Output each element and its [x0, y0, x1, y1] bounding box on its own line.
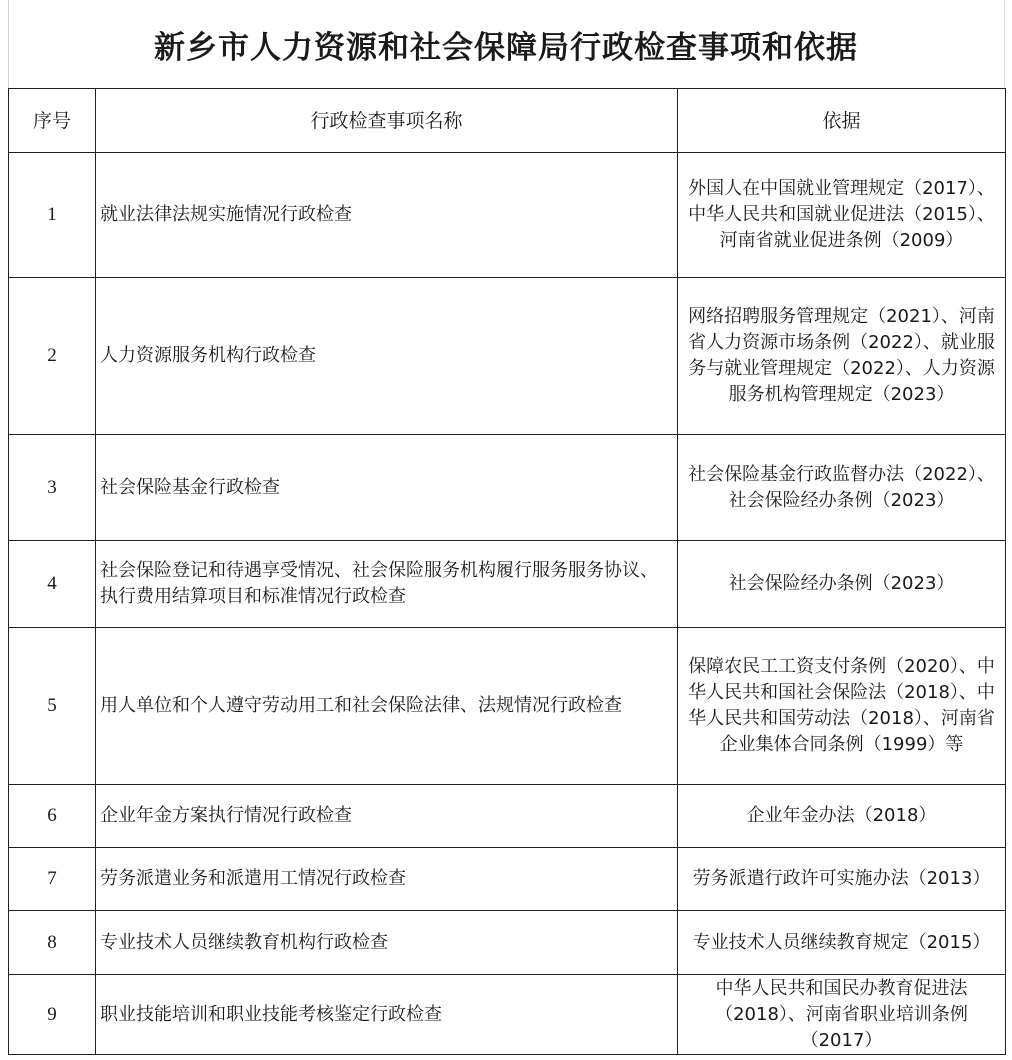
- row-basis: 劳务派遣行政许可实施办法（2013）: [678, 848, 1006, 911]
- table-row: [9, 628, 1006, 785]
- row-no: 6: [9, 785, 96, 848]
- header-name: 行政检查事项名称: [96, 89, 678, 153]
- row-name: 职业技能培训和职业技能考核鉴定行政检查: [96, 975, 678, 1055]
- inspection-table: [8, 88, 1006, 1055]
- row-basis: 外国人在中国就业管理规定（2017）、中华人民共和国就业促进法（2015）、河南省就业促进条例（2009）: [678, 153, 1006, 278]
- table-row: [9, 153, 1006, 278]
- row-name: 社会保险基金行政检查: [96, 435, 678, 541]
- row-name: 社会保险登记和待遇享受情况、社会保险服务机构履行服务服务协议、执行费用结算项目和标准情况行政检查: [96, 541, 678, 628]
- row-basis: 社会保险基金行政监督办法（2022）、社会保险经办条例（2023）: [678, 435, 1006, 541]
- table-row: [9, 278, 1006, 435]
- header-row: [9, 89, 1006, 153]
- row-name: 专业技术人员继续教育机构行政检查: [96, 911, 678, 975]
- row-no: 4: [9, 541, 96, 628]
- row-name: 企业年金方案执行情况行政检查: [96, 785, 678, 848]
- title-bar: [0, 0, 1012, 88]
- row-name: 人力资源服务机构行政检查: [96, 278, 678, 435]
- row-no: 9: [9, 975, 96, 1055]
- row-basis: 中华人民共和国民办教育促进法（2018）、河南省职业培训条例（2017）: [678, 975, 1006, 1055]
- table-row: [9, 785, 1006, 848]
- row-name: 用人单位和个人遵守劳动用工和社会保险法律、法规情况行政检查: [96, 628, 678, 785]
- header-no: 序号: [9, 89, 96, 153]
- table-row: [9, 435, 1006, 541]
- table-row: [9, 848, 1006, 911]
- row-basis: 保障农民工工资支付条例（2020）、中华人民共和国社会保险法（2018）、中华人民共和国劳动法（2018）、河南省企业集体合同条例（1999）等: [678, 628, 1006, 785]
- row-basis: 网络招聘服务管理规定（2021）、河南省人力资源市场条例（2022）、就业服务与就业管理规定（2022）、人力资源服务机构管理规定（2023）: [678, 278, 1006, 435]
- row-no: 3: [9, 435, 96, 541]
- row-basis: 专业技术人员继续教育规定（2015）: [678, 911, 1006, 975]
- row-basis: 社会保险经办条例（2023）: [678, 541, 1006, 628]
- row-no: 7: [9, 848, 96, 911]
- row-basis: 企业年金办法（2018）: [678, 785, 1006, 848]
- document-title: 新乡市人力资源和社会保障局行政检查事项和依据: [154, 29, 858, 66]
- row-no: 5: [9, 628, 96, 785]
- row-no: 1: [9, 153, 96, 278]
- row-no: 8: [9, 911, 96, 975]
- table-row: [9, 541, 1006, 628]
- header-basis: 依据: [678, 89, 1006, 153]
- table-row: [9, 911, 1006, 975]
- table-row: [9, 975, 1006, 1055]
- row-no: 2: [9, 278, 96, 435]
- row-name: 劳务派遣业务和派遣用工情况行政检查: [96, 848, 678, 911]
- row-name: 就业法律法规实施情况行政检查: [96, 153, 678, 278]
